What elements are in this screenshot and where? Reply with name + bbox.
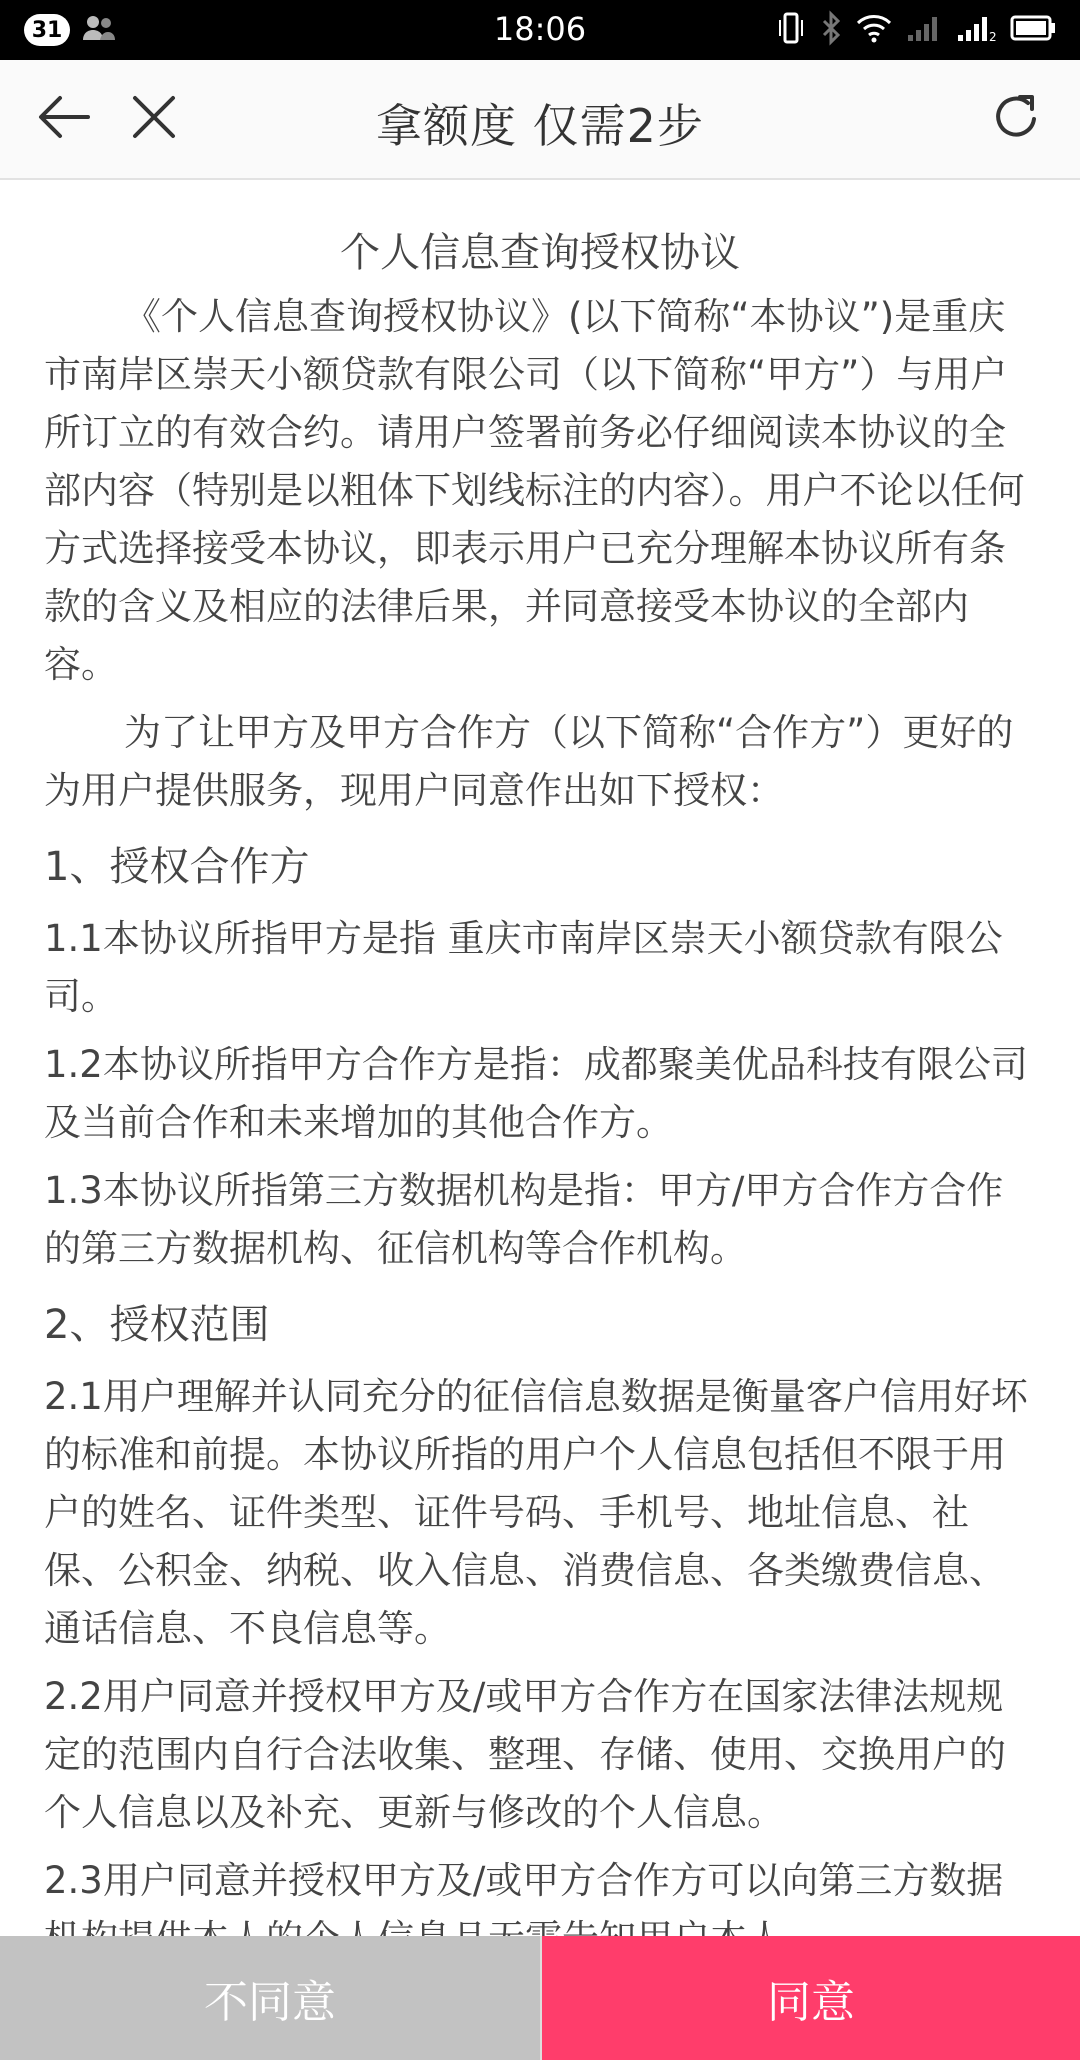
clause-2-1: 2.1用户理解并认同充分的征信信息数据是衡量客户信用好坏的标准和前提。本协议所指的用户个人信息包括但不限于用户的姓名、证件类型、证件号码、手机号、地址信息、社保、公积金、纳税、收入信息、消费信息、各类缴费信息、通话信息、不良信息等。: [44, 1375, 1028, 1650]
battery-icon: [1010, 14, 1056, 46]
clause-1-3: 1.3本协议所指第三方数据机构是指：甲方/甲方合作方合作的第三方数据机构、征信机构等合作机构。: [44, 1169, 1004, 1270]
agreement-intro: 《个人信息查询授权协议》(以下简称“本协议”)是重庆市南岸区崇天小额贷款有限公司（以下简称“甲方”）与用户所订立的有效合约。请用户签署前务必仔细阅读本协议的全部内容（特别是以粗体下划线标注的内容）。用户不论以任何方式选择接受本协议，即表示用户已充分理解本协议所有条款的含义及相应的法律后果，并同意接受本协议的全部内容。: [44, 295, 1025, 686]
notification-count-badge: 31: [24, 14, 70, 46]
bluetooth-icon: [820, 11, 842, 49]
refresh-icon: [990, 91, 1042, 147]
refresh-button[interactable]: [986, 89, 1046, 149]
bottom-action-bar: [0, 1936, 1080, 2060]
signal-icon-sim2: [956, 13, 996, 47]
wifi-icon: [856, 13, 892, 47]
section-2-heading: 2、授权范围: [44, 1302, 270, 1348]
page-title: 拿额度 仅需2步: [376, 99, 704, 153]
section-1-heading: 1、授权合作方: [44, 844, 310, 890]
nav-bar: [0, 60, 1080, 180]
agreement-content[interactable]: [0, 180, 1080, 1936]
agree-button[interactable]: 同意: [542, 1936, 1080, 2060]
status-right: [776, 12, 1056, 48]
disagree-button[interactable]: 不同意: [0, 1936, 542, 2060]
signal-icon-sim1: [906, 13, 942, 47]
clause-1-1: 1.1本协议所指甲方是指 重庆市南岸区崇天小额贷款有限公司。: [44, 917, 1003, 1018]
agreement-purpose: 为了让甲方及甲方合作方（以下简称“合作方”）更好的为用户提供服务，现用户同意作出如下授权：: [44, 711, 1014, 812]
clause-1-2: 1.2本协议所指甲方合作方是指：成都聚美优品科技有限公司及当前合作和未来增加的其他合作方。: [44, 1043, 1028, 1144]
clause-2-3: 2.3用户同意并授权甲方及/或甲方合作方可以向第三方数据: [44, 1859, 1004, 1902]
svg-text:2: 2: [989, 30, 997, 44]
clause-2-2: 2.2用户同意并授权甲方及/或甲方合作方在国家法律法规规定的范围内自行合法收集、整理、存储、使用、交换用户的个人信息以及补充、更新与修改的个人信息。: [44, 1675, 1006, 1834]
status-time: 18:06: [493, 10, 587, 48]
agreement-document: [0, 224, 1080, 1968]
vibrate-icon: [776, 11, 806, 49]
agreement-title: 个人信息查询授权协议: [340, 230, 740, 276]
status-bar: [0, 0, 1080, 60]
